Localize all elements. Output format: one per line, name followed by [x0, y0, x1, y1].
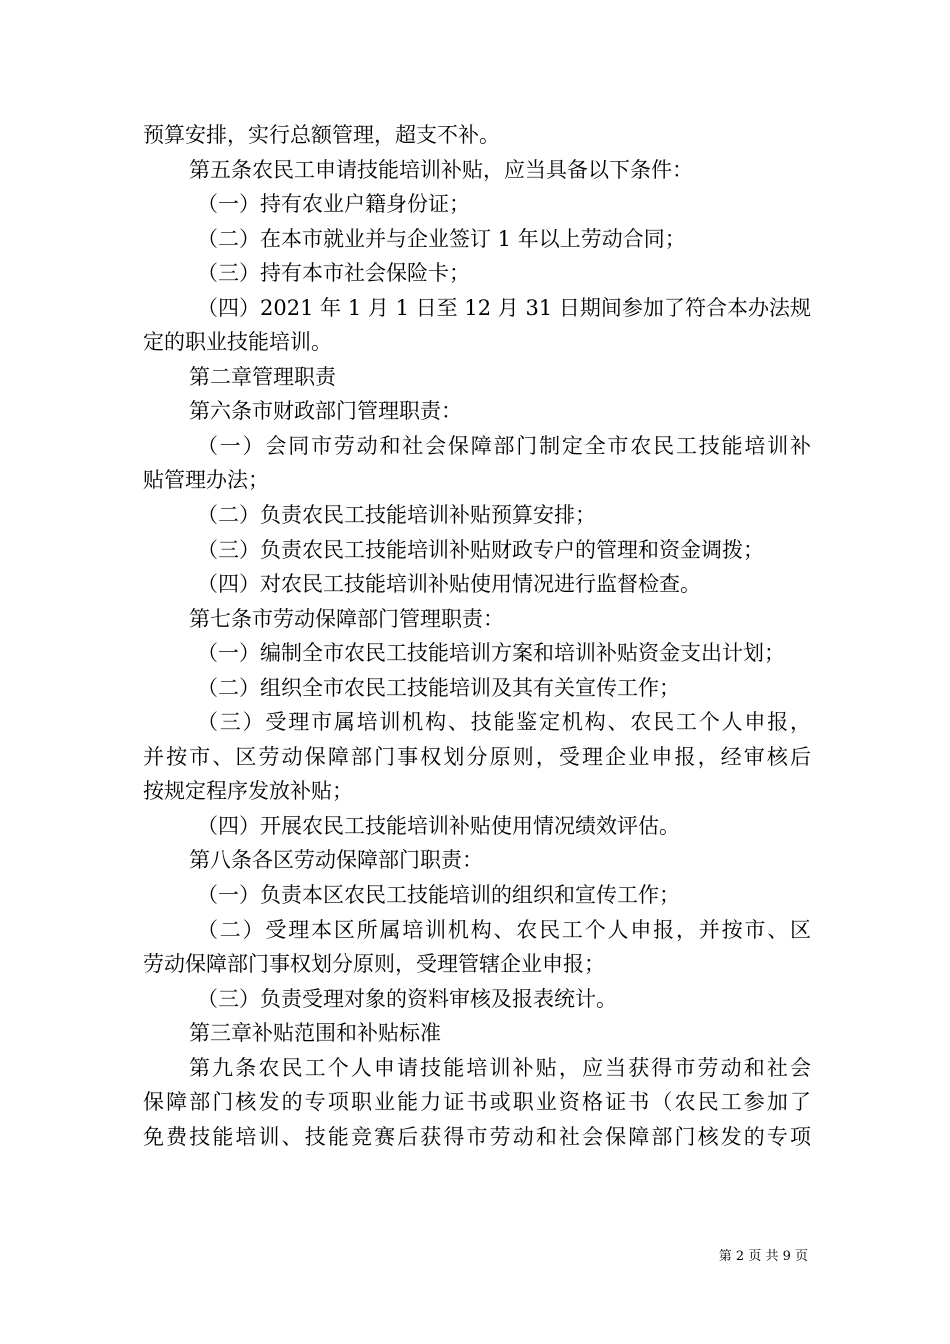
text-line: 预算安排，实行总额管理，超支不补。 [143, 123, 500, 147]
text-line: （四）开展农民工技能培训补贴使用情况绩效评估。 [197, 813, 680, 838]
text-line: （二）在本市就业并与企业签订 1 年以上劳动合同； [197, 226, 686, 251]
text-line: （二）负责农民工技能培训补贴预算安排； [197, 503, 596, 528]
text-line: （三）负责农民工技能培训补贴财政专户的管理和资金调拨； [197, 537, 764, 562]
text-line: 第八条各区劳动保障部门职责： [189, 848, 483, 873]
text-line: 定的职业技能培训。 [143, 330, 332, 355]
text-line: 第七条市劳动保障部门管理职责： [189, 606, 504, 631]
text-line: 按规定程序发放补贴； [143, 779, 353, 804]
text-line: （一）负责本区农民工技能培训的组织和宣传工作； [197, 883, 680, 908]
text-line: 第五条农民工申请技能培训补贴，应当具备以下条件： [189, 157, 693, 182]
text-line: （三）受理市属培训机构、技能鉴定机构、农民工个人申报， [197, 710, 811, 735]
text-line: （二）受理本区所属培训机构、农民工个人申报，并按市、区 [197, 917, 811, 942]
text-line: （三）负责受理对象的资料审核及报表统计。 [197, 986, 617, 1011]
text-line: （三）持有本市社会保险卡； [197, 261, 470, 286]
text-line: 保障部门核发的专项职业能力证书或职业资格证书（农民工参加了 [143, 1090, 811, 1115]
text-line: （一）编制全市农民工技能培训方案和培训补贴资金支出计划； [197, 641, 785, 666]
text-line: （一）会同市劳动和社会保障部门制定全市农民工技能培训补 [197, 433, 811, 458]
chapter-heading: 第二章管理职责 [189, 364, 336, 389]
text-line: （二）组织全市农民工技能培训及其有关宣传工作； [197, 675, 680, 700]
document-body [143, 118, 811, 1154]
text-line: （一）持有农业户籍身份证； [197, 192, 470, 217]
chapter-heading: 第三章补贴范围和补贴标准 [189, 1021, 441, 1046]
page-number: 第 2 页 共 9 页 [718, 1249, 808, 1264]
text-line: （四）对农民工技能培训补贴使用情况进行监督检查。 [197, 572, 701, 597]
text-line: 并按市、区劳动保障部门事权划分原则，受理企业申报，经审核后 [143, 744, 811, 769]
text-line: （四）2021 年 1 月 1 日至 12 月 31 日期间参加了符合本办法规 [197, 295, 811, 320]
text-line: 劳动保障部门事权划分原则，受理管辖企业申报； [143, 952, 605, 977]
text-line: 第六条市财政部门管理职责： [189, 399, 462, 424]
text-line: 免费技能培训、技能竞赛后获得市劳动和社会保障部门核发的专项 [143, 1124, 811, 1149]
text-line: 第九条农民工个人申请技能培训补贴，应当获得市劳动和社会 [189, 1055, 811, 1080]
text-line: 贴管理办法； [143, 468, 269, 493]
